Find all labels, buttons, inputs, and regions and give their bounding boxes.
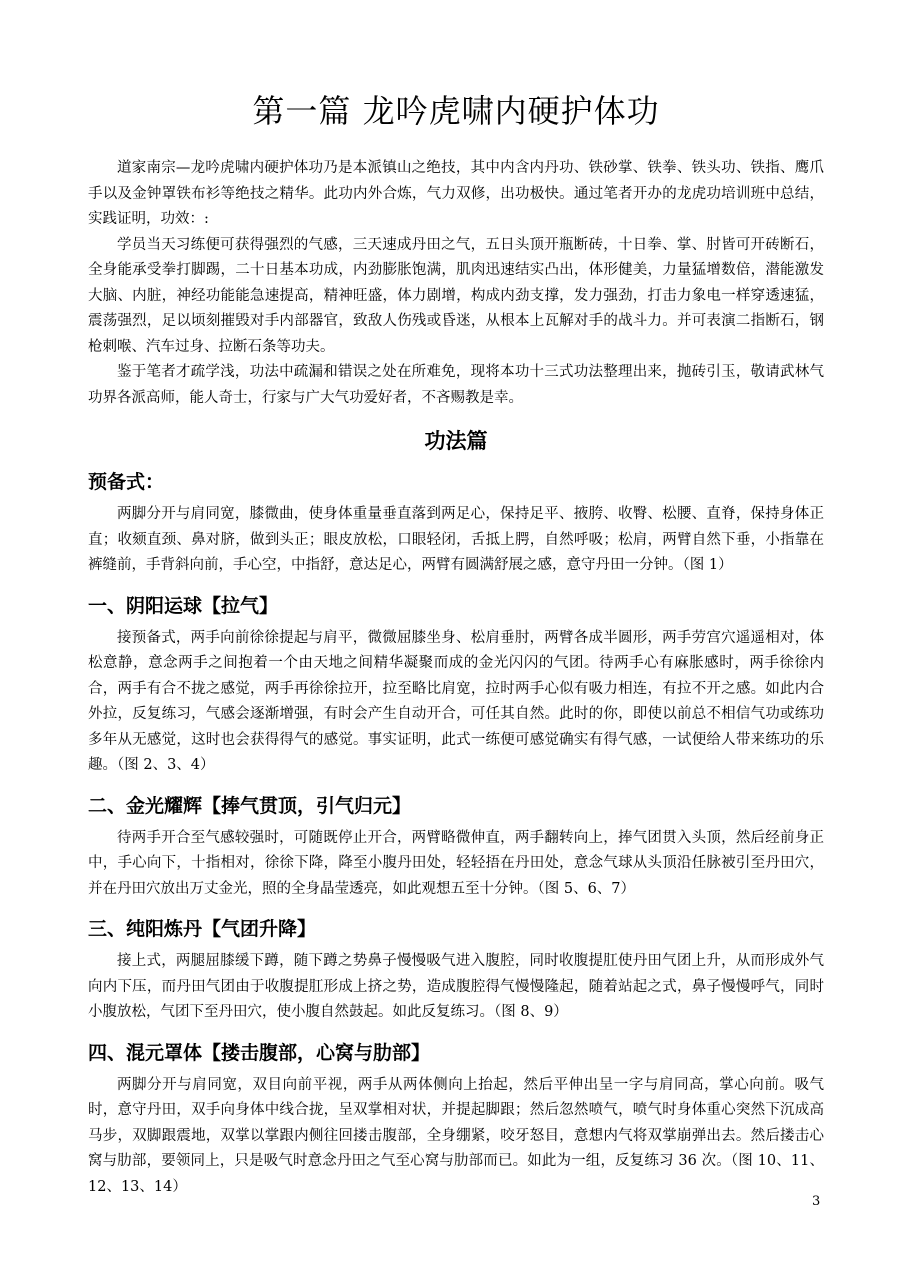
- section-heading: 预备式：: [88, 471, 165, 493]
- intro-paragraph: 学员当天习练便可获得强烈的气感，三天速成丹田之气，五日头顶开瓶断砖，十日拳、掌、肘皆可开砖断石，全身能承受拳打脚踢，二十日基本功成，内劲膨胀饱满，肌肉迅速结实凸出，体形健美，力量猛增数倍，潜能激发大脑、内脏，神经功能能急速提高，精神旺盛，体力剧增，构成内劲支撑，发力强劲，打击力象电一样穿透速猛，震荡强烈，足以顷刻摧毁对手内部器官，致敌人伤残或昏迷，从根本上瓦解对手的战斗力。并可表演二指断石，钢枪刺喉、汽车过身、拉断石条等功夫。: [88, 236, 824, 355]
- section-heading: 四、混元罩体【搂击腹部，心窝与肋部】: [88, 1041, 431, 1064]
- section-title: 功法篇: [424, 428, 488, 453]
- intro-paragraph: 道家南宗—龙吟虎啸内硬护体功乃是本派镇山之绝技，其中内含内丹功、铁砂掌、铁拳、铁头功、铁指、鹰爪手以及金钟罩铁布衫等绝技之精华。此功内外合炼，气力双修，出功极快。通过笔者开办的龙虎功培训班中总结，实践证明，功效：:: [88, 160, 824, 227]
- chapter-title: 第一篇 龙吟虎啸内硬护体功: [252, 92, 660, 130]
- section-paragraph: 两脚分开与肩同宽，膝微曲，使身体重量垂直落到两足心，保持足平、掖胯、收臀、松腰、直脊，保持身体正直；收颏直颈、鼻对脐，做到头正；眼皮放松，口眼轻闭，舌抵上腭，自然呼吸；松肩，两臂自然下垂，小指靠在裤缝前，手背斜向前，手心空，中指舒，意达足心，两臂有圆满舒展之感，意守丹田一分钟。（图 1）: [88, 506, 824, 573]
- section-paragraph: 待两手开合至气感较强时，可随既停止开合，两臂略微伸直，两手翻转向上，捧气团贯入头顶，然后经前身正中，手心向下，十指相对，徐徐下降，降至小腹丹田处，轻轻捂在丹田处，意念气球从头顶沿任脉被引至丹田穴，并在丹田穴放出万丈金光，照的全身晶莹透亮，如此观想五至十分钟。（图 5、6、7）: [88, 829, 824, 897]
- section-paragraph: 两脚分开与肩同宽，双目向前平视，两手从两体侧向上抬起，然后平伸出呈一字与肩同高，掌心向前。吸气时，意守丹田，双手向身体中线合拢，呈双掌相对状，并提起脚跟；然后忽然喷气，喷气时身体重心突然下沉成高马步，双脚跟震地，双掌以掌跟内侧往回搂击腹部，全身绷紧，咬牙怒目，意想内气将双掌崩弹出去。然后搂击心窝与肋部，要领同上，只是吸气时意念丹田之气至心窝与肋部而已。如此为一组，反复练习 36 次。（图 10、11、12、13、14）: [88, 1076, 824, 1195]
- section-paragraph: 接上式，两腿屈膝缓下蹲，随下蹲之势鼻子慢慢吸气进入腹腔，同时收腹提肛使丹田气团上升，从而形成外气向内下压，而丹田气团由于收腹提肛形成上挤之势，造成腹腔得气慢慢隆起，随着站起之式，鼻子慢慢呼气，同时小腹放松，气团下至丹田穴，使小腹自然鼓起。如此反复练习。（图 8、9）: [88, 953, 824, 1020]
- section-heading: 一、阴阳运球【拉气】: [88, 594, 279, 617]
- section-heading: 三、纯阳炼丹【气团升降】: [88, 918, 317, 940]
- page-number: 3: [812, 1194, 821, 1209]
- intro-paragraph: 鉴于笔者才疏学浅，功法中疏漏和错误之处在所难免，现将本功十三式功法整理出来，抛砖引玉，敬请武林气功界各派高师，能人奇士，行家与广大气功爱好者，不吝赐教是幸。: [88, 364, 824, 406]
- page-content: [88, 86, 824, 1200]
- section-heading: 二、金光耀辉【捧气贯顶，引气归元】: [88, 794, 412, 817]
- section-paragraph: 接预备式，两手向前徐徐提起与肩平，微微屈膝坐身、松肩垂肘，两臂各成半圆形，两手劳宫穴遥遥相对，体松意静，意念两手之间抱着一个由天地之间精华凝聚而成的金光闪闪的气团。待两手心有麻胀感时，两手徐徐内合，两手有合不拢之感觉，两手再徐徐拉开，拉至略比肩宽，拉时两手心似有吸力相连，有拉不开之感。如此内合外拉，反复练习，气感会逐渐增强，有时会产生自动开合，可任其自然。此时的你，即使以前总不相信气功或练功多年从无感觉，这时也会获得得气的感觉。事实证明，此式一练便可感觉确实有得气感，一试便给人带来练功的乐趣。（图 2、3、4）: [88, 629, 824, 773]
